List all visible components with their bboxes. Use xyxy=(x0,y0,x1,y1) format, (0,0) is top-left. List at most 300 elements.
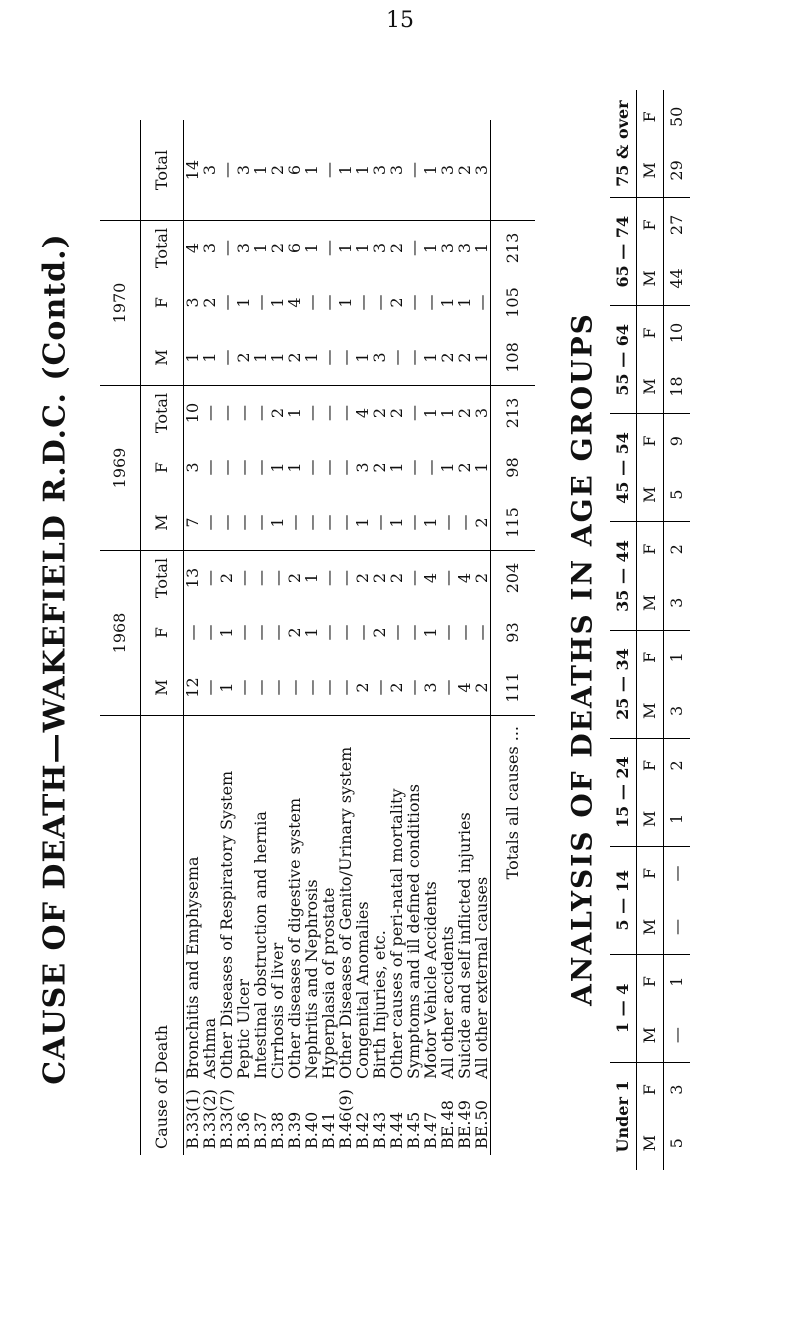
age-f-label: F xyxy=(640,976,659,988)
value-cell: 2 xyxy=(371,550,388,605)
cause-cell xyxy=(371,715,388,1155)
age-f-label: F xyxy=(640,651,659,663)
table-row xyxy=(201,120,218,1155)
age-group-header xyxy=(610,738,636,846)
value-cell: 1 xyxy=(217,682,236,693)
value-cell: — xyxy=(337,385,354,440)
value-cell: — xyxy=(200,514,219,531)
cause-code: B.36 xyxy=(234,1111,253,1149)
value-cell: 1 xyxy=(286,385,303,440)
total-cell: 93 xyxy=(503,622,522,643)
cause-header: Cause of Death xyxy=(141,715,183,1155)
sub-header-row xyxy=(141,120,184,1155)
value-cell: — xyxy=(218,385,235,440)
total-cell: 111 xyxy=(503,672,522,703)
year-header: 1968 xyxy=(100,550,140,715)
cause-of-death-table xyxy=(100,120,530,1155)
age-f-label: F xyxy=(640,759,659,771)
cause-cell xyxy=(439,715,456,1155)
value-cell: — xyxy=(251,624,270,641)
value-cell: 2 xyxy=(370,462,389,473)
cause-name: Peptic Ulcer xyxy=(234,978,253,1079)
value-cell: — xyxy=(200,679,219,696)
cause-cell xyxy=(235,715,252,1155)
age-group-header xyxy=(610,305,636,413)
table-body xyxy=(184,120,535,1155)
age-mf-row xyxy=(637,90,664,1170)
cause-cell xyxy=(252,715,269,1155)
age-f-value: 1 xyxy=(667,652,686,663)
value-cell: 7 xyxy=(183,517,202,528)
value-cell: 1 xyxy=(303,220,320,275)
grand-header-spacer xyxy=(100,120,140,220)
value-cell: — xyxy=(370,679,389,696)
value-cell: 13 xyxy=(184,550,201,605)
value-cell: 1 xyxy=(302,352,321,363)
value-cell: — xyxy=(438,679,457,696)
value-cell: — xyxy=(320,550,337,605)
age-values xyxy=(664,1062,690,1170)
value-cell: — xyxy=(438,514,457,531)
value-cell: — xyxy=(336,679,355,696)
cause-code: B.47 xyxy=(421,1111,440,1149)
cause-code: B.43 xyxy=(370,1111,389,1149)
age-mf-header xyxy=(637,197,663,305)
age-values xyxy=(664,90,690,197)
value-cell: — xyxy=(302,514,321,531)
value-cell: — xyxy=(337,550,354,605)
value-cell: 3 xyxy=(421,682,440,693)
age-f-label: F xyxy=(640,1084,659,1096)
cause-name: Motor Vehicle Accidents xyxy=(421,881,440,1079)
value-cell: — xyxy=(201,550,218,605)
value-cell: 2 xyxy=(388,550,405,605)
total-header: Total xyxy=(141,385,183,440)
age-mf-header xyxy=(637,738,663,846)
grand-total-header: Total xyxy=(152,149,171,191)
cause-cell xyxy=(320,715,337,1155)
cause-code: B.33(7) xyxy=(217,1089,236,1149)
table-row xyxy=(371,120,388,1155)
age-group-header xyxy=(610,521,636,629)
age-values xyxy=(664,521,690,629)
value-cell: — xyxy=(319,624,338,641)
totals-label: Totals all causes ... xyxy=(491,715,535,1155)
value-cell: — xyxy=(404,514,423,531)
value-cell: — xyxy=(268,624,287,641)
value-cell: 2 xyxy=(388,385,405,440)
age-m-label: M xyxy=(640,162,659,179)
value-cell: — xyxy=(235,385,252,440)
year-header-row xyxy=(100,120,141,1155)
row-total-cell: — xyxy=(404,162,423,178)
cause-name: Symptoms and ill defined conditions xyxy=(404,784,423,1079)
age-mf-header xyxy=(637,413,663,521)
age-m-value: 5 xyxy=(667,489,686,500)
age-group-label: 35 — 44 xyxy=(613,540,632,612)
row-total-cell: 3 xyxy=(200,164,219,176)
age-values xyxy=(664,197,690,305)
value-cell: — xyxy=(387,624,406,641)
value-cell: 1 xyxy=(251,352,270,363)
age-m-value: — xyxy=(667,919,686,936)
age-f-value: 50 xyxy=(667,106,686,128)
value-cell: — xyxy=(336,514,355,531)
value-cell: 1 xyxy=(473,220,490,275)
cause-name: Other diseases of digestive system xyxy=(285,797,304,1079)
value-cell: — xyxy=(201,385,218,440)
year-header: 1970 xyxy=(100,220,140,385)
value-cell: 1 xyxy=(387,462,406,473)
age-f-label: F xyxy=(640,111,659,123)
cause-code: B.37 xyxy=(251,1111,270,1149)
value-cell: — xyxy=(200,624,219,641)
value-cell: 2 xyxy=(387,297,406,308)
value-cell: 2 xyxy=(354,550,371,605)
value-cell: — xyxy=(404,679,423,696)
table-row xyxy=(184,120,201,1155)
cause-code: BE.48 xyxy=(438,1100,457,1149)
value-cell: 1 xyxy=(337,220,354,275)
value-cell: — xyxy=(252,550,269,605)
age-group-label: Under 1 xyxy=(613,1080,632,1153)
total-cell: 115 xyxy=(503,507,522,538)
age-group-header xyxy=(610,1062,636,1170)
age-f-value: 27 xyxy=(667,214,686,236)
value-cell: — xyxy=(336,624,355,641)
row-total-cell: 3 xyxy=(438,164,457,176)
value-cell: — xyxy=(421,459,440,476)
cause-cell xyxy=(303,715,320,1155)
value-cell: 4 xyxy=(184,220,201,275)
age-f-value: 2 xyxy=(667,544,686,555)
value-cell: — xyxy=(302,294,321,311)
value-cell: 2 xyxy=(472,682,491,693)
age-group-label: 65 — 74 xyxy=(613,215,632,288)
age-m-label: M xyxy=(640,378,659,395)
value-cell: — xyxy=(455,514,474,531)
age-group-label: 15 — 24 xyxy=(613,756,632,829)
value-cell: — xyxy=(183,624,202,641)
age-group-header-row xyxy=(610,90,637,1170)
age-values xyxy=(664,846,690,954)
value-cell: — xyxy=(285,514,304,531)
value-cell: 2 xyxy=(455,462,474,473)
cause-name: Other Diseases of Genito/Urinary system xyxy=(336,746,355,1079)
total-cell: 213 xyxy=(491,385,535,440)
age-analysis-title: ANALYSIS OF DEATHS IN AGE GROUPS xyxy=(565,312,599,1006)
value-cell: 1 xyxy=(421,517,440,528)
value-cell: 6 xyxy=(286,220,303,275)
value-cell: — xyxy=(217,514,236,531)
cause-code: BE.50 xyxy=(472,1100,491,1149)
value-cell: — xyxy=(234,624,253,641)
cause-cell xyxy=(269,715,286,1155)
cause-code: B.41 xyxy=(319,1111,338,1149)
value-cell: 1 xyxy=(200,352,219,363)
table-row xyxy=(337,120,354,1155)
value-cell: 3 xyxy=(353,462,372,473)
age-m-label: M xyxy=(640,1026,659,1044)
value-cell: 1 xyxy=(354,220,371,275)
age-group-header xyxy=(610,630,636,738)
value-cell: — xyxy=(405,385,422,440)
age-group-label: 5 — 14 xyxy=(613,870,632,931)
cause-name: Asthma xyxy=(200,1017,219,1079)
age-m-label: M xyxy=(640,270,659,287)
value-cell: — xyxy=(319,679,338,696)
value-cell: 3 xyxy=(201,220,218,275)
value-cell: 2 xyxy=(286,550,303,605)
value-cell: — xyxy=(404,349,423,366)
value-cell: — xyxy=(252,385,269,440)
value-cell: 2 xyxy=(353,682,372,693)
value-cell: 4 xyxy=(422,550,439,605)
age-m-value: — xyxy=(667,1027,686,1044)
age-m-value: 18 xyxy=(667,376,686,397)
age-m-value: 1 xyxy=(667,813,686,825)
age-f-value: 2 xyxy=(667,760,686,771)
row-total-cell: 1 xyxy=(336,164,355,176)
value-cell: 1 xyxy=(252,220,269,275)
value-cell: — xyxy=(200,459,219,476)
m-header: M xyxy=(152,514,171,531)
age-m-label: M xyxy=(640,810,659,828)
cause-name: Birth Injuries, etc. xyxy=(370,930,389,1079)
value-cell: — xyxy=(217,349,236,366)
cause-cell xyxy=(354,715,371,1155)
value-cell: 1 xyxy=(268,462,287,473)
value-cell: 3 xyxy=(439,220,456,275)
cause-code: B.38 xyxy=(268,1111,287,1149)
age-m-value: 3 xyxy=(667,705,686,716)
cause-name: Intestinal obstruction and hernia xyxy=(251,811,270,1079)
age-m-value: 5 xyxy=(667,1138,686,1149)
value-cell: 2 xyxy=(472,517,491,528)
row-total-cell: 1 xyxy=(251,164,270,176)
value-cell: 1 xyxy=(268,352,287,363)
totals-row xyxy=(490,120,535,1155)
total-header: Total xyxy=(141,220,183,275)
age-mf-header xyxy=(637,630,663,738)
age-mf-header xyxy=(637,90,663,197)
value-cell: 1 xyxy=(302,627,321,638)
age-m-label: M xyxy=(640,1135,659,1152)
value-cell: 2 xyxy=(370,627,389,638)
value-cell: 1 xyxy=(421,352,440,363)
value-cell: 2 xyxy=(438,352,457,363)
value-cell: 1 xyxy=(285,462,304,473)
value-cell: — xyxy=(217,459,236,476)
age-m-label: M xyxy=(640,486,659,503)
age-group-header xyxy=(610,954,636,1062)
age-f-label: F xyxy=(640,435,659,447)
value-cell: 4 xyxy=(456,550,473,605)
cause-name: Other Diseases of Respiratory System xyxy=(217,770,236,1079)
value-cell: — xyxy=(353,624,372,641)
value-cell: 3 xyxy=(371,220,388,275)
value-cell: — xyxy=(234,514,253,531)
age-values xyxy=(664,954,690,1062)
total-cell: 98 xyxy=(503,457,522,478)
table-row xyxy=(473,120,490,1155)
cause-cell xyxy=(405,715,422,1155)
value-cell: 2 xyxy=(388,220,405,275)
age-group-header xyxy=(610,846,636,954)
value-cell: 2 xyxy=(269,220,286,275)
age-values xyxy=(664,630,690,738)
cause-name: Hyperplasia of prostate xyxy=(319,887,338,1079)
age-f-value: 10 xyxy=(667,322,686,344)
age-group-header xyxy=(610,197,636,305)
row-total-cell: 3 xyxy=(370,164,389,176)
value-cell: — xyxy=(234,459,253,476)
age-f-value: 9 xyxy=(667,436,686,447)
total-header: Total xyxy=(141,550,183,605)
cause-code: B.44 xyxy=(387,1111,406,1149)
cause-cell xyxy=(388,715,405,1155)
age-m-label: M xyxy=(640,594,659,611)
value-cell: — xyxy=(405,220,422,275)
value-cell: — xyxy=(405,550,422,605)
value-cell: — xyxy=(439,550,456,605)
cause-cell xyxy=(184,715,201,1155)
age-group-label: 25 — 34 xyxy=(613,648,632,720)
row-total-cell: — xyxy=(319,162,338,178)
age-values-row xyxy=(664,90,690,1170)
row-total-cell: 2 xyxy=(455,164,474,176)
value-cell: — xyxy=(251,514,270,531)
cause-name: Nephritis and Nephrosis xyxy=(302,879,321,1079)
value-cell: 3 xyxy=(235,220,252,275)
cause-name: Cirrhosis of liver xyxy=(268,942,287,1079)
row-total-cell: 3 xyxy=(472,164,491,176)
cause-name: Bronchitis and Emphysema xyxy=(183,856,202,1079)
total-cell: 108 xyxy=(503,342,522,373)
value-cell: 1 xyxy=(336,297,355,308)
value-cell: — xyxy=(320,220,337,275)
value-cell: 4 xyxy=(285,297,304,308)
value-cell: — xyxy=(472,624,491,641)
table-row xyxy=(439,120,456,1155)
value-cell: 2 xyxy=(371,385,388,440)
m-header: M xyxy=(152,679,171,696)
age-f-value: 1 xyxy=(667,976,686,987)
cause-name: Congenital Anomalies xyxy=(353,901,372,1079)
row-total-cell: 6 xyxy=(285,164,304,176)
age-values xyxy=(664,738,690,846)
value-cell: 2 xyxy=(285,352,304,363)
cause-cell xyxy=(337,715,354,1155)
age-m-value: 29 xyxy=(667,160,686,181)
value-cell: 1 xyxy=(353,352,372,363)
age-values xyxy=(664,413,690,521)
cause-cell xyxy=(286,715,303,1155)
age-group-header xyxy=(610,413,636,521)
cause-code: B.45 xyxy=(404,1111,423,1149)
row-total-cell: 1 xyxy=(353,164,372,176)
value-cell: — xyxy=(218,220,235,275)
table-row xyxy=(269,120,286,1155)
age-values xyxy=(664,305,690,413)
year-header: 1969 xyxy=(100,385,140,550)
cause-name: All other accidents xyxy=(438,926,457,1079)
value-cell: — xyxy=(319,349,338,366)
value-cell: 1 xyxy=(422,220,439,275)
value-cell: — xyxy=(438,624,457,641)
age-mf-header xyxy=(637,305,663,413)
value-cell: 1 xyxy=(455,297,474,308)
age-m-value: 3 xyxy=(667,597,686,608)
table-row xyxy=(252,120,269,1155)
value-cell: 1 xyxy=(234,297,253,308)
grand-total-cell xyxy=(491,120,535,220)
value-cell: 3 xyxy=(370,352,389,363)
cause-cell xyxy=(473,715,490,1155)
value-cell: 1 xyxy=(422,385,439,440)
value-cell: 1 xyxy=(217,627,236,638)
cause-cell xyxy=(201,715,218,1155)
value-cell: — xyxy=(404,624,423,641)
age-f-value: — xyxy=(667,865,686,882)
value-cell: 4 xyxy=(354,385,371,440)
value-cell: 1 xyxy=(421,627,440,638)
value-cell: — xyxy=(421,294,440,311)
value-cell: — xyxy=(251,679,270,696)
row-total-cell: 1 xyxy=(302,164,321,176)
value-cell: 1 xyxy=(439,385,456,440)
total-cell: 213 xyxy=(491,220,535,275)
value-cell: 1 xyxy=(353,517,372,528)
value-cell: 3 xyxy=(183,462,202,473)
value-cell: — xyxy=(303,385,320,440)
total-cell: 105 xyxy=(503,287,522,318)
value-cell: — xyxy=(404,294,423,311)
age-group-label: 45 — 54 xyxy=(613,432,632,504)
value-cell: — xyxy=(319,294,338,311)
cause-code: B.46(9) xyxy=(336,1089,355,1149)
value-cell: 2 xyxy=(473,550,490,605)
age-mf-header xyxy=(637,1062,663,1170)
age-mf-header xyxy=(637,846,663,954)
value-cell: 1 xyxy=(472,352,491,363)
age-f-label: F xyxy=(640,543,659,555)
cause-code: B.33(2) xyxy=(200,1089,219,1149)
table-row xyxy=(320,120,337,1155)
value-cell: 2 xyxy=(218,550,235,605)
table-row xyxy=(354,120,371,1155)
value-cell: — xyxy=(319,514,338,531)
value-cell: 2 xyxy=(455,352,474,363)
value-cell: — xyxy=(319,459,338,476)
age-f-label: F xyxy=(640,219,659,231)
row-total-cell: — xyxy=(217,162,236,178)
table-row xyxy=(286,120,303,1155)
row-total-cell: 3 xyxy=(234,164,253,176)
value-cell: — xyxy=(472,294,491,311)
value-cell: — xyxy=(370,514,389,531)
value-cell: 1 xyxy=(438,297,457,308)
value-cell: — xyxy=(302,679,321,696)
value-cell: — xyxy=(268,679,287,696)
value-cell: — xyxy=(251,459,270,476)
row-total-cell: 1 xyxy=(421,164,440,176)
m-header: M xyxy=(152,349,171,366)
row-total-cell: 3 xyxy=(387,164,406,176)
cause-name: Suicide and self inflicted injuries xyxy=(455,812,474,1079)
value-cell: 4 xyxy=(455,682,474,693)
value-cell: — xyxy=(353,294,372,311)
